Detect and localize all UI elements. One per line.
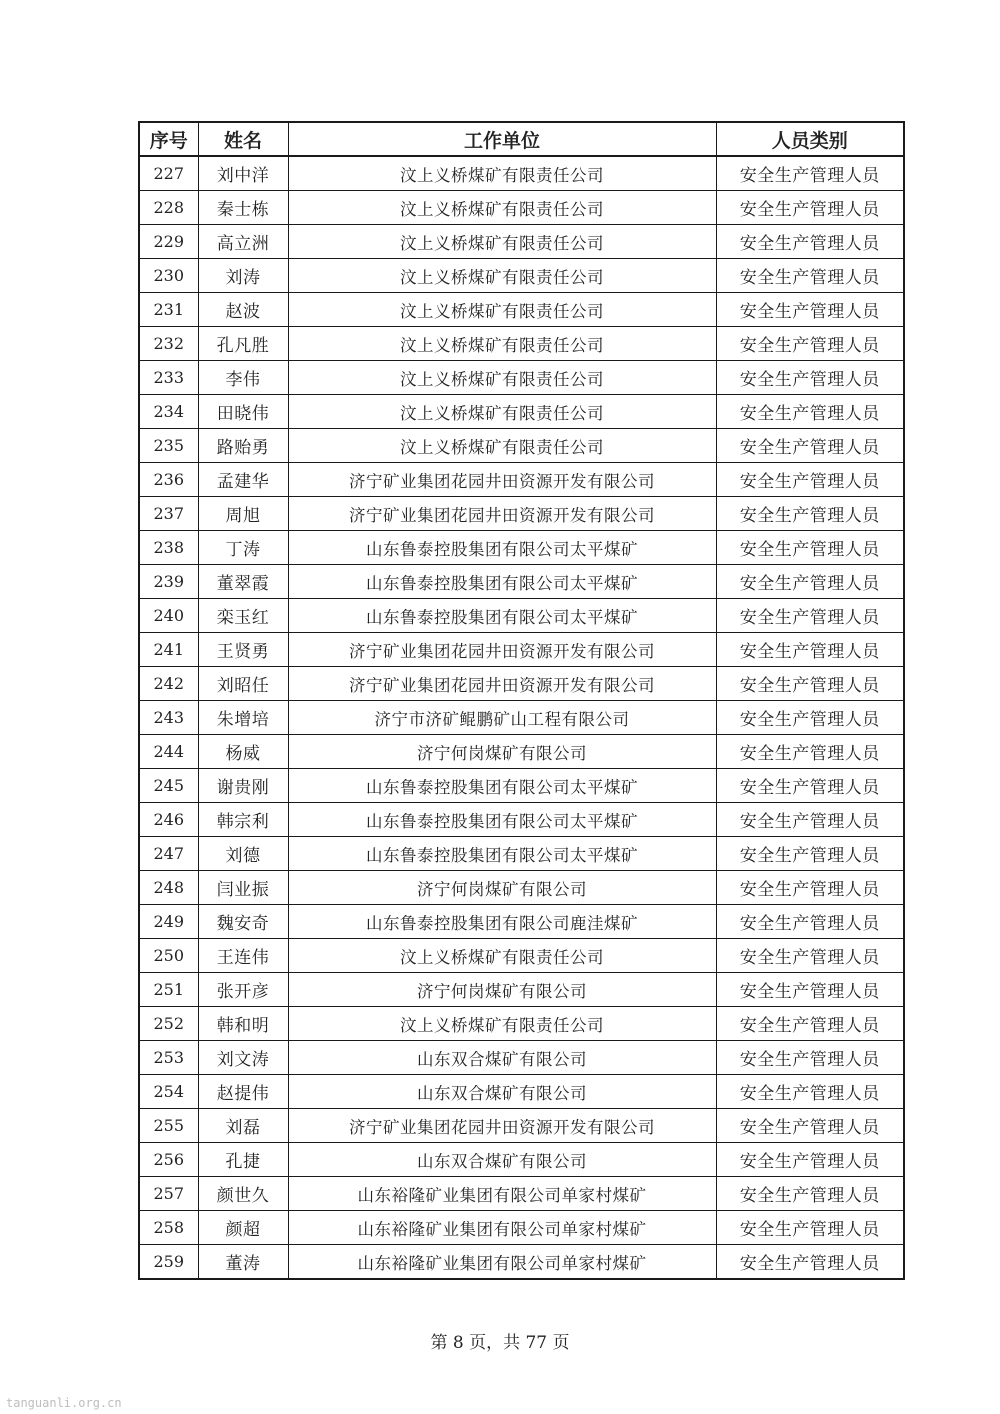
serial-number-cell: 254 (139, 1075, 198, 1109)
name-cell: 田晓伟 (198, 395, 288, 429)
name-cell: 刘德 (198, 837, 288, 871)
table-row (139, 1177, 904, 1211)
serial-number-cell: 242 (139, 667, 198, 701)
serial-number-cell: 258 (139, 1211, 198, 1245)
category-cell: 安全生产管理人员 (716, 1245, 904, 1280)
serial-number-cell: 235 (139, 429, 198, 463)
table-row (139, 1075, 904, 1109)
category-cell: 安全生产管理人员 (716, 565, 904, 599)
work-unit-cell: 济宁矿业集团花园井田资源开发有限公司 (288, 667, 716, 701)
category-cell: 安全生产管理人员 (716, 939, 904, 973)
serial-number-cell: 230 (139, 259, 198, 293)
category-cell: 安全生产管理人员 (716, 463, 904, 497)
table-row (139, 701, 904, 735)
category-cell: 安全生产管理人员 (716, 905, 904, 939)
serial-number-cell: 232 (139, 327, 198, 361)
serial-number-cell: 231 (139, 293, 198, 327)
work-unit-cell: 汶上义桥煤矿有限责任公司 (288, 293, 716, 327)
work-unit-cell: 汶上义桥煤矿有限责任公司 (288, 939, 716, 973)
serial-number-cell: 227 (139, 156, 198, 191)
category-cell: 安全生产管理人员 (716, 667, 904, 701)
name-cell: 刘磊 (198, 1109, 288, 1143)
name-cell: 孔凡胜 (198, 327, 288, 361)
category-cell: 安全生产管理人员 (716, 1041, 904, 1075)
serial-number-cell: 251 (139, 973, 198, 1007)
category-cell: 安全生产管理人员 (716, 837, 904, 871)
table-row (139, 633, 904, 667)
category-cell: 安全生产管理人员 (716, 191, 904, 225)
name-cell: 孟建华 (198, 463, 288, 497)
category-cell: 安全生产管理人员 (716, 395, 904, 429)
category-cell: 安全生产管理人员 (716, 973, 904, 1007)
work-unit-cell: 汶上义桥煤矿有限责任公司 (288, 395, 716, 429)
work-unit-cell: 济宁何岗煤矿有限公司 (288, 973, 716, 1007)
serial-number-cell: 247 (139, 837, 198, 871)
name-cell: 颜超 (198, 1211, 288, 1245)
work-unit-cell: 山东鲁泰控股集团有限公司太平煤矿 (288, 531, 716, 565)
name-cell: 朱增培 (198, 701, 288, 735)
category-cell: 安全生产管理人员 (716, 1211, 904, 1245)
work-unit-cell: 济宁何岗煤矿有限公司 (288, 871, 716, 905)
category-cell: 安全生产管理人员 (716, 803, 904, 837)
table-row (139, 327, 904, 361)
header-serial-number: 序号 (139, 122, 198, 156)
serial-number-cell: 249 (139, 905, 198, 939)
table-row (139, 156, 904, 191)
work-unit-cell: 汶上义桥煤矿有限责任公司 (288, 429, 716, 463)
serial-number-cell: 246 (139, 803, 198, 837)
serial-number-cell: 256 (139, 1143, 198, 1177)
category-cell: 安全生产管理人员 (716, 599, 904, 633)
serial-number-cell: 259 (139, 1245, 198, 1280)
table-row (139, 497, 904, 531)
table-row (139, 395, 904, 429)
name-cell: 杨威 (198, 735, 288, 769)
name-cell: 周旭 (198, 497, 288, 531)
category-cell: 安全生产管理人员 (716, 1007, 904, 1041)
name-cell: 李伟 (198, 361, 288, 395)
serial-number-cell: 257 (139, 1177, 198, 1211)
serial-number-cell: 250 (139, 939, 198, 973)
serial-number-cell: 255 (139, 1109, 198, 1143)
serial-number-cell: 236 (139, 463, 198, 497)
table-row (139, 803, 904, 837)
name-cell: 孔捷 (198, 1143, 288, 1177)
page-number-footer: 第 8 页，共 77 页 (430, 1333, 570, 1353)
table-row (139, 1041, 904, 1075)
serial-number-cell: 234 (139, 395, 198, 429)
table-row (139, 905, 904, 939)
serial-number-cell: 253 (139, 1041, 198, 1075)
name-cell: 刘昭任 (198, 667, 288, 701)
serial-number-cell: 237 (139, 497, 198, 531)
work-unit-cell: 汶上义桥煤矿有限责任公司 (288, 225, 716, 259)
work-unit-cell: 山东裕隆矿业集团有限公司单家村煤矿 (288, 1245, 716, 1280)
work-unit-cell: 山东双合煤矿有限公司 (288, 1075, 716, 1109)
serial-number-cell: 238 (139, 531, 198, 565)
work-unit-cell: 山东裕隆矿业集团有限公司单家村煤矿 (288, 1177, 716, 1211)
category-cell: 安全生产管理人员 (716, 769, 904, 803)
table-row (139, 191, 904, 225)
category-cell: 安全生产管理人员 (716, 293, 904, 327)
name-cell: 赵提伟 (198, 1075, 288, 1109)
header-personnel-category: 人员类别 (716, 122, 904, 156)
table-row (139, 1109, 904, 1143)
table-body (139, 156, 904, 1279)
table-row (139, 837, 904, 871)
serial-number-cell: 241 (139, 633, 198, 667)
name-cell: 魏安奇 (198, 905, 288, 939)
work-unit-cell: 山东鲁泰控股集团有限公司鹿洼煤矿 (288, 905, 716, 939)
name-cell: 颜世久 (198, 1177, 288, 1211)
serial-number-cell: 243 (139, 701, 198, 735)
work-unit-cell: 济宁矿业集团花园井田资源开发有限公司 (288, 1109, 716, 1143)
work-unit-cell: 山东鲁泰控股集团有限公司太平煤矿 (288, 599, 716, 633)
table-row (139, 1245, 904, 1280)
work-unit-cell: 汶上义桥煤矿有限责任公司 (288, 1007, 716, 1041)
name-cell: 王连伟 (198, 939, 288, 973)
name-cell: 刘中洋 (198, 156, 288, 191)
category-cell: 安全生产管理人员 (716, 1075, 904, 1109)
table-header-row (139, 122, 904, 156)
header-work-unit: 工作单位 (288, 122, 716, 156)
work-unit-cell: 济宁市济矿鲲鹏矿山工程有限公司 (288, 701, 716, 735)
header-name: 姓名 (198, 122, 288, 156)
table-row (139, 293, 904, 327)
site-watermark: tanguanli.org.cn (6, 1396, 122, 1410)
table-row (139, 565, 904, 599)
work-unit-cell: 山东裕隆矿业集团有限公司单家村煤矿 (288, 1211, 716, 1245)
category-cell: 安全生产管理人员 (716, 701, 904, 735)
name-cell: 路贻勇 (198, 429, 288, 463)
category-cell: 安全生产管理人员 (716, 1143, 904, 1177)
name-cell: 栾玉红 (198, 599, 288, 633)
work-unit-cell: 济宁矿业集团花园井田资源开发有限公司 (288, 633, 716, 667)
category-cell: 安全生产管理人员 (716, 327, 904, 361)
work-unit-cell: 济宁矿业集团花园井田资源开发有限公司 (288, 497, 716, 531)
name-cell: 高立洲 (198, 225, 288, 259)
category-cell: 安全生产管理人员 (716, 633, 904, 667)
work-unit-cell: 山东鲁泰控股集团有限公司太平煤矿 (288, 769, 716, 803)
category-cell: 安全生产管理人员 (716, 156, 904, 191)
work-unit-cell: 山东双合煤矿有限公司 (288, 1143, 716, 1177)
category-cell: 安全生产管理人员 (716, 429, 904, 463)
table-row (139, 225, 904, 259)
work-unit-cell: 汶上义桥煤矿有限责任公司 (288, 259, 716, 293)
table-row (139, 599, 904, 633)
serial-number-cell: 248 (139, 871, 198, 905)
table-row (139, 769, 904, 803)
work-unit-cell: 山东鲁泰控股集团有限公司太平煤矿 (288, 837, 716, 871)
serial-number-cell: 252 (139, 1007, 198, 1041)
name-cell: 韩宗利 (198, 803, 288, 837)
category-cell: 安全生产管理人员 (716, 1109, 904, 1143)
name-cell: 秦士栋 (198, 191, 288, 225)
name-cell: 赵波 (198, 293, 288, 327)
table-row (139, 667, 904, 701)
name-cell: 闫业振 (198, 871, 288, 905)
category-cell: 安全生产管理人员 (716, 871, 904, 905)
category-cell: 安全生产管理人员 (716, 225, 904, 259)
category-cell: 安全生产管理人员 (716, 259, 904, 293)
work-unit-cell: 济宁矿业集团花园井田资源开发有限公司 (288, 463, 716, 497)
name-cell: 丁涛 (198, 531, 288, 565)
table-row (139, 1211, 904, 1245)
work-unit-cell: 山东双合煤矿有限公司 (288, 1041, 716, 1075)
category-cell: 安全生产管理人员 (716, 531, 904, 565)
name-cell: 谢贵刚 (198, 769, 288, 803)
work-unit-cell: 济宁何岗煤矿有限公司 (288, 735, 716, 769)
table-row (139, 871, 904, 905)
table-row (139, 531, 904, 565)
personnel-table (138, 121, 905, 1280)
table-row (139, 973, 904, 1007)
name-cell: 董翠霞 (198, 565, 288, 599)
serial-number-cell: 228 (139, 191, 198, 225)
table-row (139, 259, 904, 293)
work-unit-cell: 汶上义桥煤矿有限责任公司 (288, 156, 716, 191)
category-cell: 安全生产管理人员 (716, 1177, 904, 1211)
serial-number-cell: 245 (139, 769, 198, 803)
name-cell: 董涛 (198, 1245, 288, 1280)
serial-number-cell: 229 (139, 225, 198, 259)
table-row (139, 1143, 904, 1177)
table-row (139, 1007, 904, 1041)
work-unit-cell: 山东鲁泰控股集团有限公司太平煤矿 (288, 803, 716, 837)
serial-number-cell: 233 (139, 361, 198, 395)
serial-number-cell: 239 (139, 565, 198, 599)
name-cell: 韩和明 (198, 1007, 288, 1041)
table-row (139, 361, 904, 395)
category-cell: 安全生产管理人员 (716, 361, 904, 395)
work-unit-cell: 汶上义桥煤矿有限责任公司 (288, 191, 716, 225)
serial-number-cell: 240 (139, 599, 198, 633)
name-cell: 王贤勇 (198, 633, 288, 667)
category-cell: 安全生产管理人员 (716, 497, 904, 531)
name-cell: 刘涛 (198, 259, 288, 293)
name-cell: 张开彦 (198, 973, 288, 1007)
table-row (139, 735, 904, 769)
table-row (139, 939, 904, 973)
serial-number-cell: 244 (139, 735, 198, 769)
work-unit-cell: 山东鲁泰控股集团有限公司太平煤矿 (288, 565, 716, 599)
table-row (139, 463, 904, 497)
table-row (139, 429, 904, 463)
work-unit-cell: 汶上义桥煤矿有限责任公司 (288, 327, 716, 361)
work-unit-cell: 汶上义桥煤矿有限责任公司 (288, 361, 716, 395)
name-cell: 刘文涛 (198, 1041, 288, 1075)
category-cell: 安全生产管理人员 (716, 735, 904, 769)
